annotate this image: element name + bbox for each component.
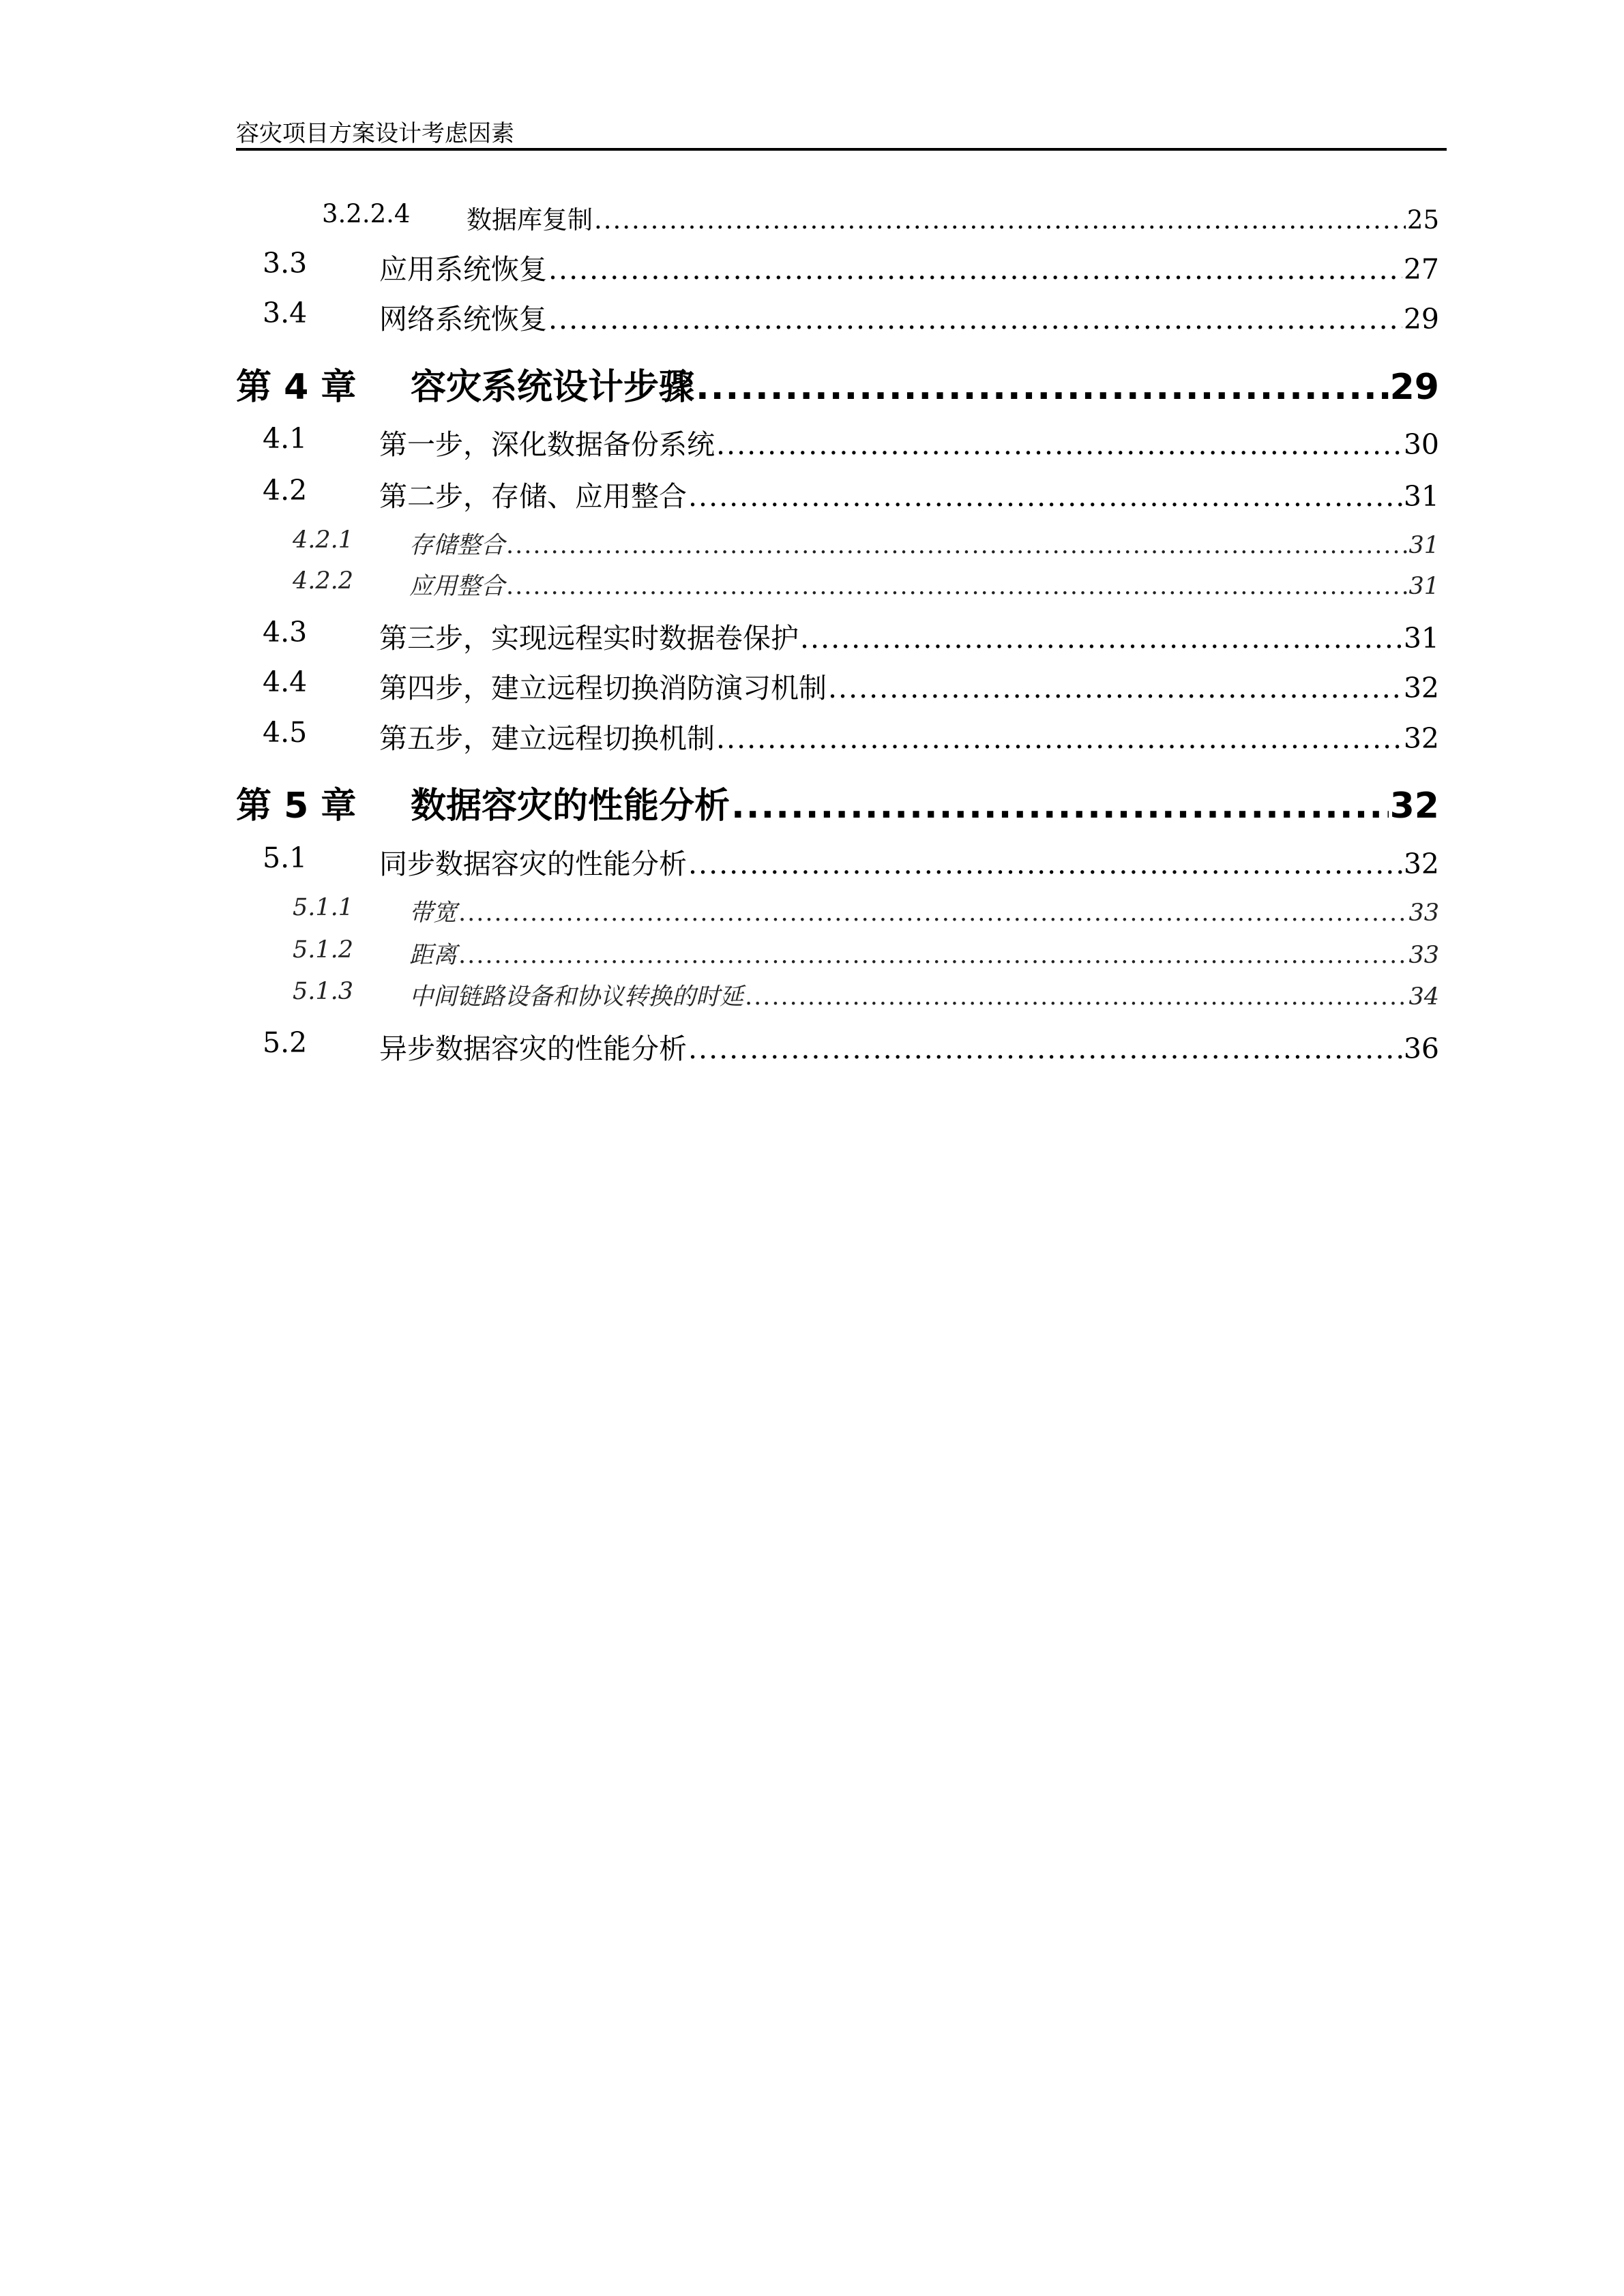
toc-entry[interactable] xyxy=(263,716,1439,757)
dot-leader xyxy=(716,428,1402,461)
dot-leader xyxy=(688,480,1402,513)
toc-title: 异步数据容灾的性能分析 xyxy=(379,1032,687,1065)
toc-entry[interactable] xyxy=(263,422,1439,463)
running-header: 容灾项目方案设计考虑因素 xyxy=(236,120,514,147)
dot-leader xyxy=(800,622,1402,655)
toc-page-number: 31 xyxy=(1408,573,1439,600)
toc-number: 5.1.2 xyxy=(293,936,354,964)
toc-title: 中间链路设备和协议转换的时延 xyxy=(409,983,744,1011)
toc-title: 数据库复制 xyxy=(467,205,593,235)
toc-title: 第一步，深化数据备份系统 xyxy=(379,428,715,461)
dot-leader xyxy=(696,367,1389,408)
toc-entry[interactable] xyxy=(293,894,1439,928)
toc-page-number: 33 xyxy=(1408,942,1439,969)
toc-title: 容灾系统设计步骤 xyxy=(411,367,695,408)
toc-page-number: 30 xyxy=(1403,428,1439,461)
toc-title: 应用整合 xyxy=(409,573,505,600)
toc-page-number: 29 xyxy=(1403,303,1439,336)
toc-page-number: 36 xyxy=(1403,1032,1439,1065)
toc-number: 4.2.2 xyxy=(293,567,354,595)
toc-page-number: 31 xyxy=(1408,532,1439,559)
toc-number: 4.1 xyxy=(263,422,308,455)
toc-title: 网络系统恢复 xyxy=(379,303,547,336)
dot-leader xyxy=(506,532,1407,559)
toc-page-number: 29 xyxy=(1389,367,1439,408)
toc-number: 4.2.1 xyxy=(293,526,354,554)
toc-number: 5.1.1 xyxy=(293,894,354,921)
toc-title: 距离 xyxy=(409,942,458,969)
toc-entry[interactable] xyxy=(263,297,1439,338)
toc-page-number: 31 xyxy=(1403,480,1439,513)
toc-title: 第二步，存储、应用整合 xyxy=(379,480,687,513)
toc-page-number: 31 xyxy=(1403,622,1439,655)
toc-number: 3.3 xyxy=(263,247,308,280)
toc-entry[interactable] xyxy=(263,1026,1439,1067)
toc-number: 3.2.2.4 xyxy=(322,199,411,228)
dot-leader xyxy=(688,848,1402,880)
toc-entry[interactable] xyxy=(263,666,1439,706)
dot-leader xyxy=(731,786,1389,826)
toc-title: 第三步，实现远程实时数据卷保护 xyxy=(379,622,799,655)
toc-title: 数据容灾的性能分析 xyxy=(411,786,730,826)
toc-page-number: 32 xyxy=(1389,786,1439,826)
dot-leader xyxy=(548,303,1402,336)
toc-entry[interactable] xyxy=(293,936,1439,970)
dot-leader xyxy=(828,672,1402,704)
dot-leader xyxy=(688,1032,1402,1065)
dot-leader xyxy=(506,573,1407,600)
dot-leader xyxy=(458,899,1407,927)
toc-page-number: 32 xyxy=(1403,848,1439,880)
toc-title: 第五步，建立远程切换机制 xyxy=(379,722,715,755)
toc-entry[interactable] xyxy=(263,841,1439,882)
toc-entry[interactable] xyxy=(293,567,1439,601)
toc-number: 5.1.3 xyxy=(293,978,354,1005)
toc-entry[interactable] xyxy=(322,199,1439,237)
dot-leader xyxy=(594,205,1406,235)
toc-title: 同步数据容灾的性能分析 xyxy=(379,848,687,880)
toc-number: 4.3 xyxy=(263,616,308,648)
toc-page-number: 33 xyxy=(1408,899,1439,927)
toc-page-number: 32 xyxy=(1403,672,1439,704)
dot-leader xyxy=(458,942,1407,969)
toc-page-number: 25 xyxy=(1406,205,1439,235)
toc-title: 带宽 xyxy=(409,899,458,927)
toc-page-number: 27 xyxy=(1403,253,1439,286)
toc-number: 4.4 xyxy=(263,666,308,698)
dot-leader xyxy=(716,722,1402,755)
dot-leader xyxy=(745,983,1407,1011)
toc-chapter-entry[interactable] xyxy=(236,777,1439,824)
toc-number: 第 4 章 xyxy=(236,367,357,408)
toc-entry[interactable] xyxy=(293,978,1439,1012)
toc-entry[interactable] xyxy=(263,247,1439,288)
toc-page-number: 32 xyxy=(1403,722,1439,755)
dot-leader xyxy=(548,253,1402,286)
toc-entry[interactable] xyxy=(263,616,1439,657)
toc-entry[interactable] xyxy=(293,526,1439,561)
toc-number: 第 5 章 xyxy=(236,786,357,826)
toc-entry[interactable] xyxy=(263,474,1439,515)
toc-title: 存储整合 xyxy=(409,532,505,559)
toc-page-number: 34 xyxy=(1408,983,1439,1011)
toc-chapter-entry[interactable] xyxy=(236,358,1439,406)
toc-title: 应用系统恢复 xyxy=(379,253,547,286)
toc-number: 3.4 xyxy=(263,297,308,329)
toc-title: 第四步，建立远程切换消防演习机制 xyxy=(379,672,827,704)
toc-number: 4.2 xyxy=(263,474,308,507)
toc-number: 5.1 xyxy=(263,841,308,874)
toc-number: 4.5 xyxy=(263,716,308,749)
header-rule xyxy=(236,148,1447,151)
toc-number: 5.2 xyxy=(263,1026,308,1059)
